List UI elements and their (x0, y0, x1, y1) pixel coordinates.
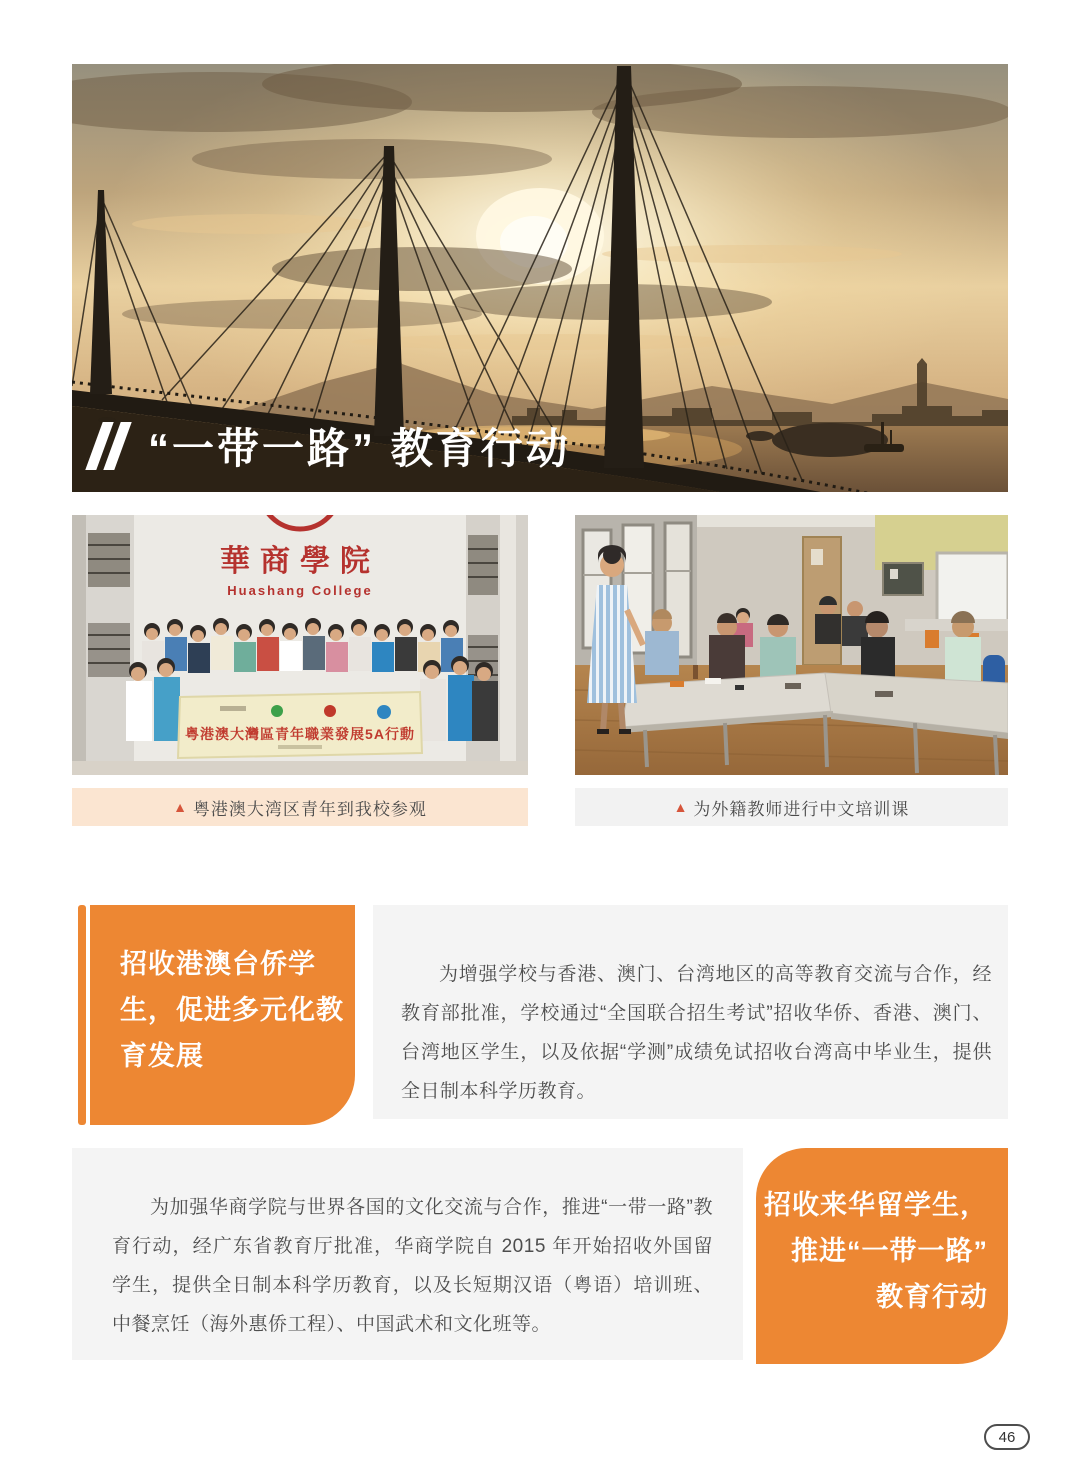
college-sign-en: Huashang College (227, 583, 373, 598)
page-title: “一带一路” 教育行动 (148, 425, 571, 472)
double-slash-icon (94, 422, 130, 470)
photo-campus-group (72, 515, 528, 775)
caption-marker-icon: ▲ (173, 799, 188, 815)
caption-marker-icon: ▲ (673, 799, 689, 815)
classroom-illustration (575, 515, 1008, 775)
caption-campus-group (72, 788, 528, 826)
photo-chinese-class (575, 515, 1008, 775)
heading-card-intl-students (756, 1148, 1008, 1364)
heading-line: 招收港澳台侨学 (120, 949, 316, 979)
heading-line: 招收来华留学生， (764, 1190, 988, 1220)
heading-line: 育发展 (120, 1041, 204, 1071)
heading-line: 推进“一带一路” (791, 1236, 988, 1266)
caption-text: 为外籍教师进行中文培训课 (693, 799, 910, 819)
college-sign-cn: 華商學院 (220, 545, 380, 578)
heading-line: 教育行动 (876, 1282, 988, 1312)
banner-text: 粤港澳大灣區青年職業發展5A行動 (185, 726, 415, 742)
body-panel-hmt-students (373, 905, 1008, 1119)
page-number: 46 (984, 1424, 1030, 1450)
body-panel-intl-students (72, 1148, 743, 1360)
caption-text: 粤港澳大湾区青年到我校参观 (192, 799, 427, 819)
body-text: 为增强学校与香港、澳门、台湾地区的高等教育交流与合作，经教育部批准，学校通过“全国联合招生考试”招收华侨、香港、澳门、台湾地区学生，以及依据“学测”成绩免试招收台湾高中毕业生，提供全日制本科学历教育。 (401, 964, 992, 1102)
campus-group-illustration (72, 515, 528, 775)
orange-accent-strip (78, 905, 86, 1125)
heading-card-hmt-students (90, 905, 355, 1125)
event-banner (178, 692, 422, 758)
caption-chinese-class (575, 788, 1008, 826)
hero-photo-bridge (72, 64, 1008, 492)
hero-title (94, 416, 571, 476)
body-text: 为加强华商学院与世界各国的文化交流与合作，推进“一带一路”教育行动，经广东省教育厅批准，华商学院自 2015 年开始招收外国留学生，提供全日制本科学历教育，以及长短期汉语（粤语）培训班、中餐烹饪（海外惠侨工程）、中国武术和文化班等。 (112, 1197, 713, 1335)
heading-line: 生，促进多元化教 (120, 995, 344, 1025)
